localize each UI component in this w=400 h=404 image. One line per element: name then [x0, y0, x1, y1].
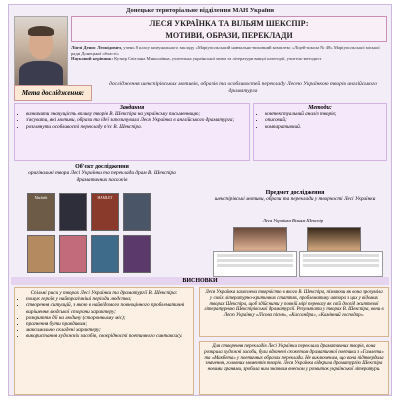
common-features-head: Спільні риси у творах Лесі Українки та драматургії В. Шекспіра: — [30, 290, 178, 296]
title-line1: ЛЕСЯ УКРАЇНКА ТА ВІЛЬЯМ ШЕКСПІР: — [149, 19, 309, 28]
method-item: • компаративний. — [265, 124, 383, 130]
tasks-title: Завдання — [119, 105, 145, 111]
document-table — [213, 251, 297, 277]
book-cover — [123, 235, 151, 273]
document-table — [299, 251, 383, 277]
object-box — [14, 164, 190, 192]
advisor-label: Науковий керівник: — [71, 56, 113, 62]
feature-item: • розкриття дії на людину (сторонньому міс); — [26, 315, 190, 321]
feature-item: • максимально складені характеру; — [26, 327, 190, 333]
photo-shirt — [19, 61, 63, 85]
book-cover — [91, 235, 119, 273]
method-item: • описовий; — [265, 117, 383, 123]
task-item: • розглянути особливості перекладу п'єс В. Шекспіра. — [26, 124, 246, 130]
feature-item: • прагнення бути правдивим; — [26, 321, 190, 327]
subject-box — [205, 190, 385, 218]
subject-text: шекспірівські мотиви, образи та переклади у творчості Лесі Українки — [214, 196, 376, 203]
photo-hair — [28, 26, 54, 36]
feature-item: • використання художніх засобів, своєрідності поетичного синтаксису. — [26, 333, 190, 339]
conclusions-common-features — [14, 287, 194, 395]
author-school: учень 8 класу комунального закладу «Маріупольський навчально-виховний комплекс «Ліцей-школа № 48» Маріупольської міської ради Донецької області» — [71, 45, 380, 56]
methods-title: Методи: — [308, 105, 332, 111]
organization-title: Донецьке територіальне відділення МАН України — [125, 7, 274, 14]
title-line2: МОТИВИ, ОБРАЗИ, ПЕРЕКЛАДИ — [165, 31, 293, 40]
author-info — [71, 45, 387, 62]
portrait-caption: Леся Українка Вільям Шекспір — [262, 218, 324, 223]
object-title: Об'єкт дослідження — [75, 164, 129, 170]
author-photo — [14, 16, 68, 86]
poster — [8, 4, 392, 396]
task-item: • визначити значущість впливу творів В. Шекспіра на українську письменницю; — [26, 111, 246, 117]
object-text: оригінальні твори Лесі Українки та переклади драм В. Шекспіра драматичних пасажів — [28, 170, 176, 183]
subject-title: Предмет дослідження — [265, 190, 325, 196]
conclusions-translation: Для створення перекладів Лесі Українки переклали драматичних творів, вона розкрила художні засоби, були вдягнені сюжетом драматичної поетики з «Гамлета» та «Макбета» у поетичних образах переклади. Не виключеним, що вона підтвердила значення, головних моментів творів. Леся Українка відкрила драматургію Шекспіра новими гранями, зробила ним значним внеском у розвиток української літератури. — [199, 341, 389, 395]
feature-item: • пошук героїв у найтрагічніші періоди людства; — [26, 296, 190, 302]
methods-box — [253, 103, 387, 161]
goal-text: дослідження шекспірівських мотивів, образів та особливостей перекладу Лесею Українкою творів англійського драматурга — [109, 81, 378, 94]
tasks-box — [14, 103, 250, 161]
book-cover — [27, 235, 55, 273]
task-item: • з'ясувати, які мотиви, образи та ідеї запозичувала Леся Українка в англійського драматурга; — [26, 117, 246, 123]
conclusions-heading: ВИСНОВКИ — [11, 277, 389, 285]
author-name: Лінчі Денис Леонідович, — [71, 45, 123, 50]
book-cover — [59, 193, 87, 231]
advisor-text: Кузнір Світлана Миколаївна, учителька української мови та літератури вищої категорії, учитель-методист — [114, 56, 322, 62]
book-cover: HAMLET — [91, 193, 119, 231]
title-box — [71, 16, 387, 42]
book-cover — [123, 193, 151, 231]
book-cover: Macbeth — [27, 193, 55, 231]
conclusions-influence: Леся Українка захоплена творчістю в якого В. Шекспіра, пізнаючи як вона зрозуміла у своїх літературно-критичних статтях, проблематику автора з цих у відомих творах Шекспіра, щоб здійснити у повній мірі перевагу як свій досвід життєвої літературною Шекспірівської драматургії. Результати у творах В. Шекспіра, вони в Лесю Українку «Лісова пісня», «Кассандра», «Камінний господар». — [199, 287, 389, 337]
book-cover — [59, 235, 87, 273]
book-covers — [27, 193, 197, 275]
document-tables — [213, 251, 383, 275]
goal-label: Мета дослідження: — [14, 85, 92, 101]
feature-item: • створення ситуацій, з якою в найвідомого повноцінного проблематичні вирішення людської сторони характеру; — [26, 302, 190, 314]
method-item: • контекстуальний аналіз творів; — [265, 111, 383, 117]
